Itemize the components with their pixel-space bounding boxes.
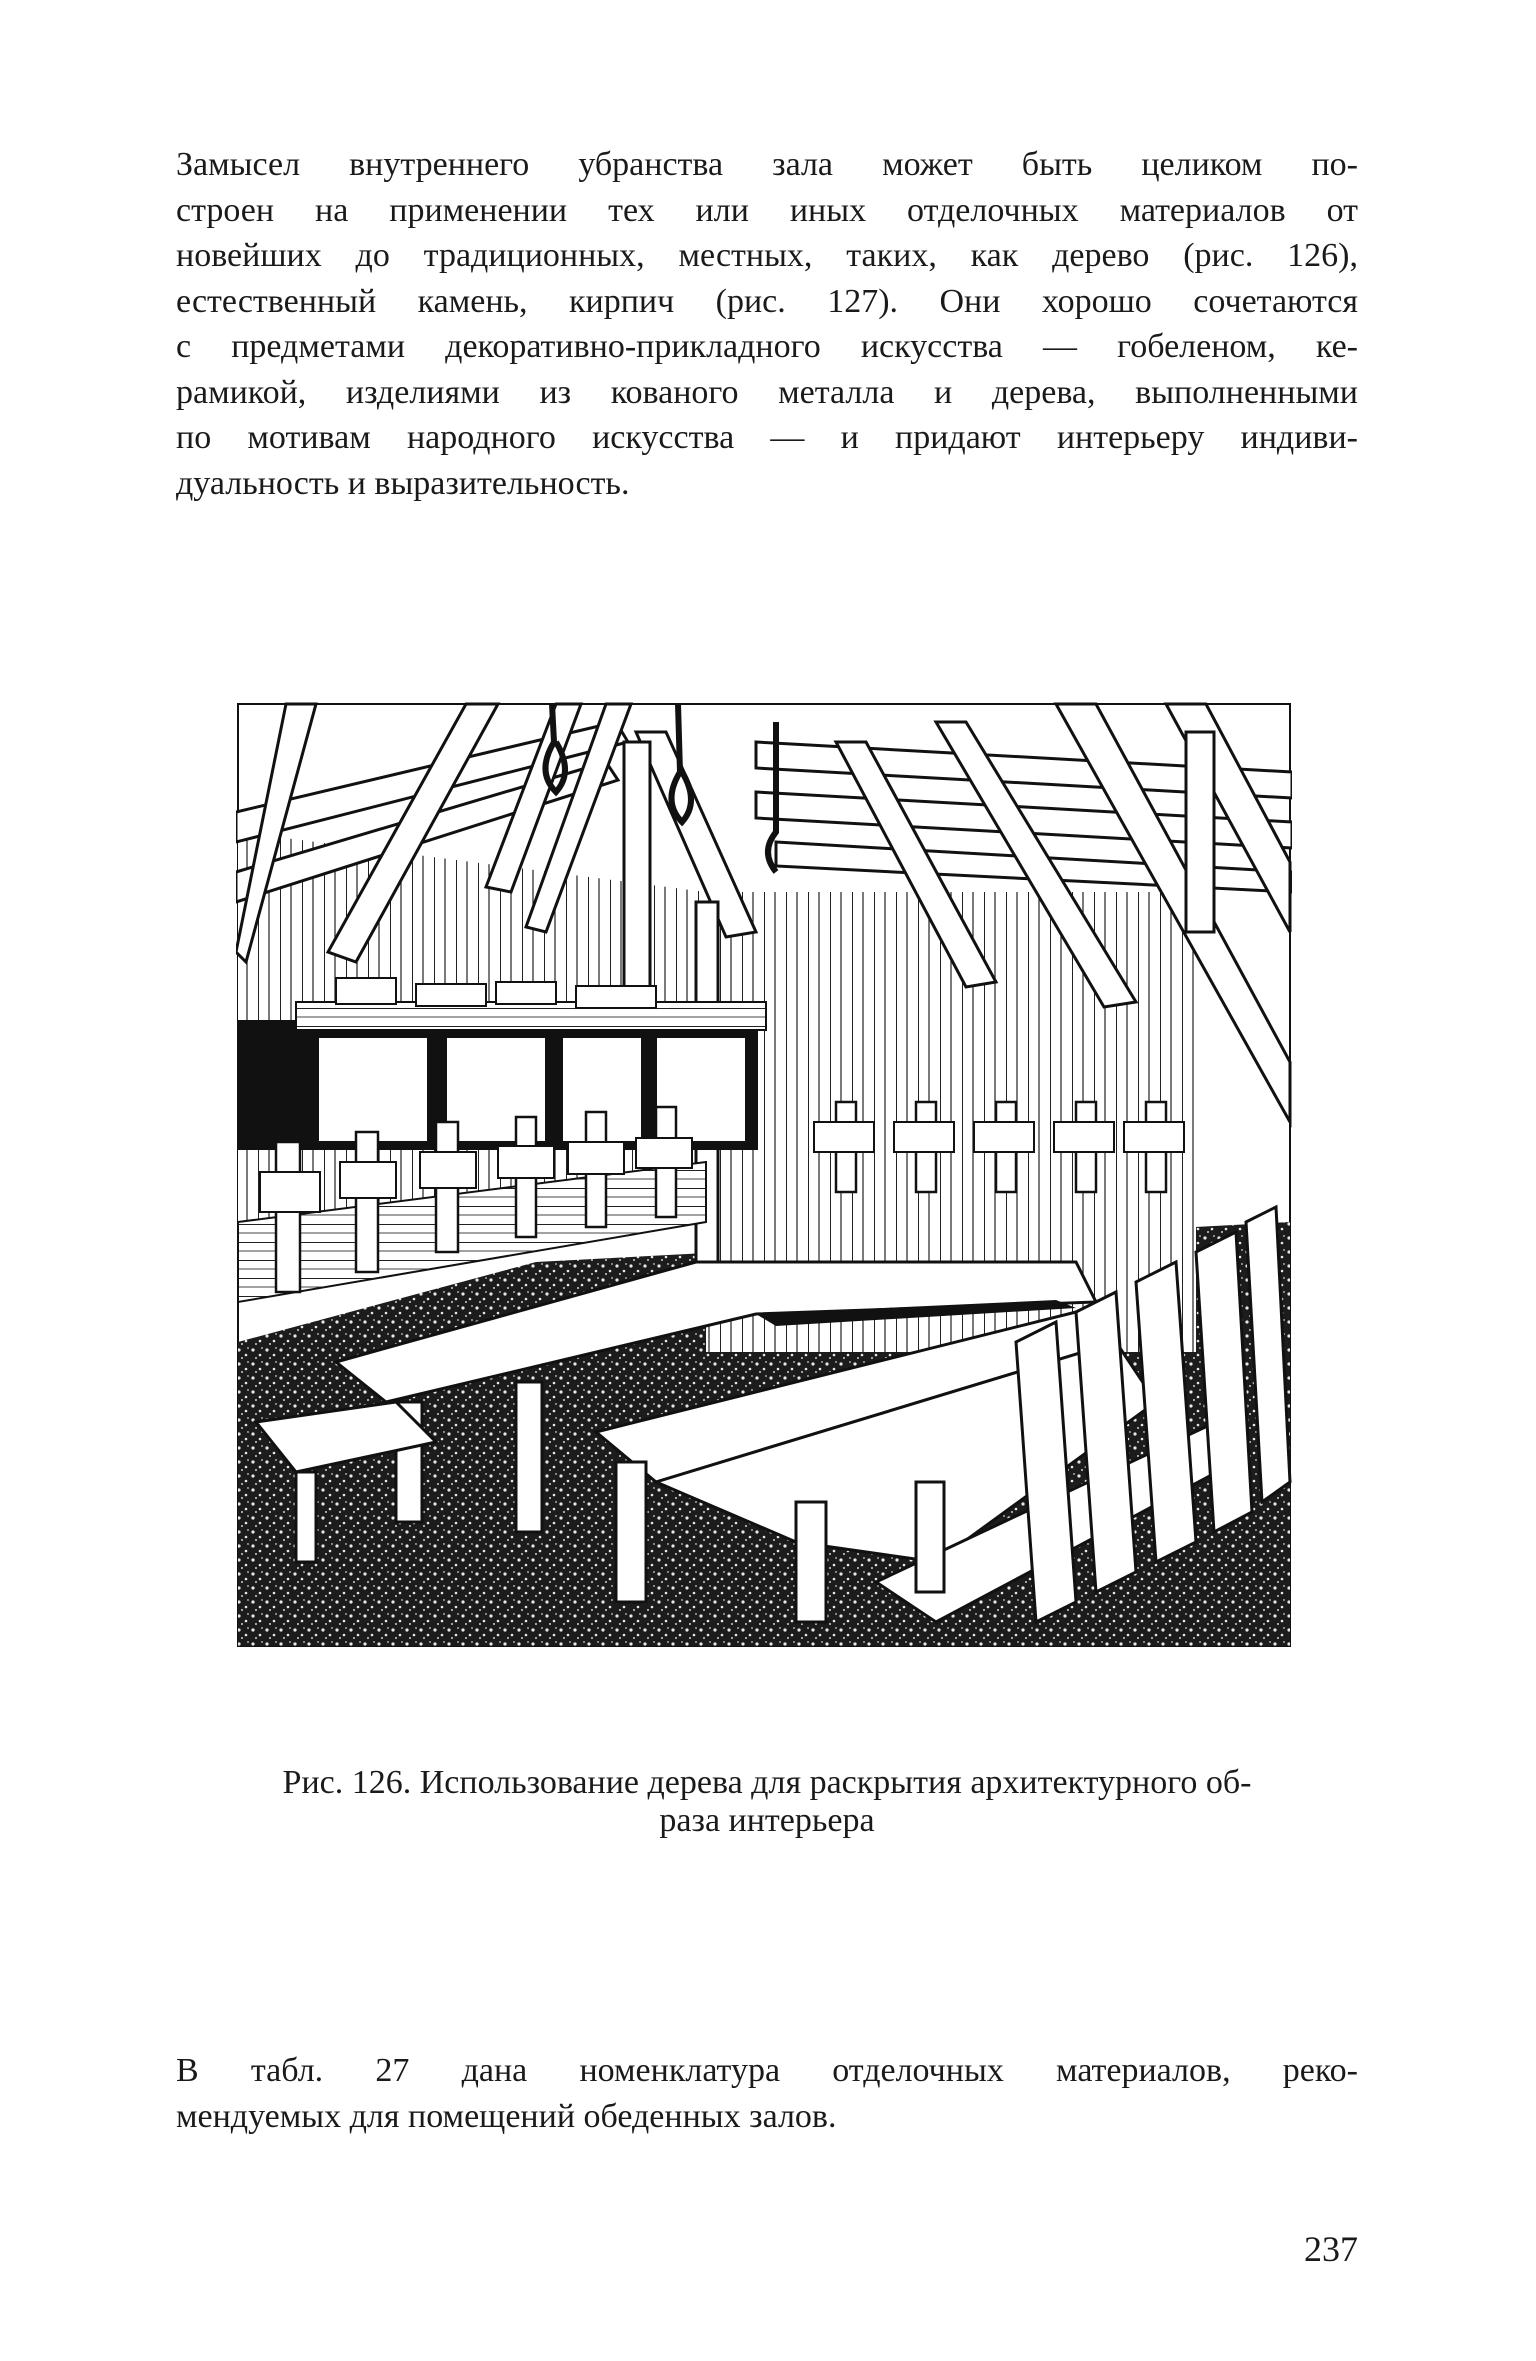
text-line: рамикой, изделиями из кованого металла и дерева, выполненными [176, 373, 1358, 411]
intro-paragraph [176, 142, 1358, 506]
page-number: 237 [1304, 2229, 1358, 2269]
text-line: новейших до традиционных, местных, таких, как дерево (рис. 126), [176, 237, 1358, 274]
text-line: мендуемых для помещений обеденных залов. [176, 2097, 837, 2135]
caption-line: Рис. 126. Использование дерева для раскрытия архитектурного об- [282, 1764, 1252, 1801]
figure-126-illustration [236, 702, 1292, 1648]
text-line: естественный камень, кирпич (рис. 127). Они хорошо сочетаются [176, 282, 1358, 320]
text-line: с предметами декоративно-прикладного искусства — гобеленом, ке- [176, 328, 1358, 365]
caption-line: раза интерьера [659, 1802, 875, 1839]
text-line: дуальность и выразительность. [176, 464, 630, 502]
text-line: строен на применении тех или иных отделочных материалов от [176, 191, 1358, 229]
closing-paragraph [176, 2048, 1358, 2139]
text-line: В табл. 27 дана номенклатура отделочных материалов, реко- [176, 2052, 1358, 2089]
text-line: по мотивам народного искусства — и придают интерьеру индиви- [176, 419, 1358, 456]
figure-caption [176, 1764, 1358, 1840]
text-line: Замысел внутреннего убранства зала может быть целиком по- [176, 146, 1358, 183]
